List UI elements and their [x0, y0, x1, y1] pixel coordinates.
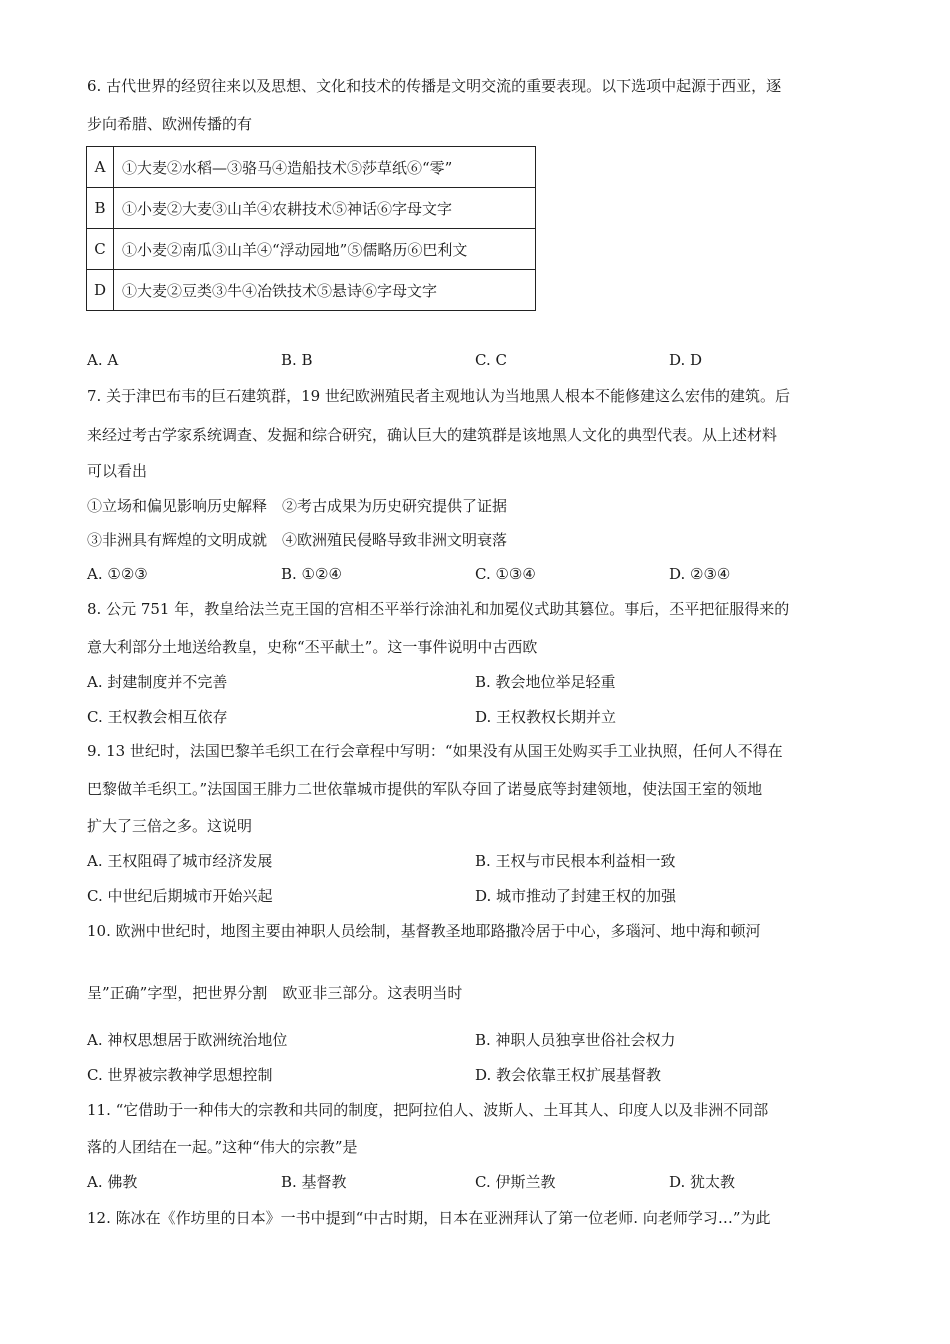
- table-row: [87, 270, 536, 311]
- table-row-label: B: [87, 188, 114, 229]
- q11-option-c[interactable]: C. 伊斯兰教: [475, 1173, 556, 1191]
- q12-stem-line1: 12. 陈冰在《作坊里的日本》一书中提到“中古时期，日本在亚洲拜认了第一位老师. 向老师学习…”为此: [87, 1209, 771, 1227]
- q11-option-a[interactable]: A. 佛教: [87, 1173, 138, 1191]
- table-row-label: C: [87, 229, 114, 270]
- q6-option-c[interactable]: C. C: [475, 351, 507, 369]
- table-row-text: ①小麦②大麦③山羊④农耕技术⑤神话⑥字母文字: [114, 188, 536, 229]
- table-row-label: D: [87, 270, 114, 311]
- q7-stem-line1: 7. 关于津巴布韦的巨石建筑群，19 世纪欧洲殖民者主观地认为当地黑人根本不能修建这么宏伟的建筑。后: [87, 387, 790, 405]
- q9-option-d[interactable]: D. 城市推动了封建王权的加强: [475, 887, 677, 905]
- q9-stem-line2: 巴黎做羊毛织工。”法国国王腓力二世依靠城市提供的军队夺回了诺曼底等封建领地，使法国王室的领地: [87, 780, 763, 798]
- q7-stem-line3: 可以看出: [87, 462, 148, 480]
- q7-stem-line2: 来经过考古学家系统调查、发掘和综合研究，确认巨大的建筑群是该地黑人文化的典型代表。从上述材料: [87, 426, 778, 444]
- table-row-text: ①大麦②水稻—③骆马④造船技术⑤莎草纸⑥“零”: [114, 147, 536, 188]
- q8-option-b[interactable]: B. 教会地位举足轻重: [475, 673, 616, 691]
- table-row: [87, 188, 536, 229]
- q7-option-b[interactable]: B. ①②④: [281, 565, 342, 583]
- q7-statements-2: ③非洲具有辉煌的文明成就 ④欧洲殖民侵略导致非洲文明衰落: [87, 531, 508, 549]
- table-row-text: ①小麦②南瓜③山羊④“浮动园地”⑤儒略历⑥巴利文: [114, 229, 536, 270]
- table-row: [87, 147, 536, 188]
- q9-option-a[interactable]: A. 王权阻碍了城市经济发展: [87, 852, 273, 870]
- q7-option-a[interactable]: A. ①②③: [87, 565, 148, 583]
- table-row: [87, 229, 536, 270]
- table-row-label: A: [87, 147, 114, 188]
- q9-option-c[interactable]: C. 中世纪后期城市开始兴起: [87, 887, 273, 905]
- q8-stem-line2: 意大利部分土地送给教皇，史称“丕平献土”。这一事件说明中古西欧: [87, 638, 538, 656]
- q11-stem-line1: 11. “它借助于一种伟大的宗教和共同的制度，把阿拉伯人、波斯人、土耳其人、印度人以及非洲不同部: [87, 1101, 769, 1119]
- q10-option-b[interactable]: B. 神职人员独享世俗社会权力: [475, 1031, 676, 1049]
- q6-option-a[interactable]: A. A: [87, 351, 119, 369]
- q8-option-a[interactable]: A. 封建制度并不完善: [87, 673, 228, 691]
- q10-stem-line1: 10. 欧洲中世纪时，地图主要由神职人员绘制，基督教圣地耶路撒冷居于中心，多瑙河、地中海和顿河: [87, 922, 761, 940]
- q6-option-table: [86, 146, 536, 311]
- q10-stem-line2: 呈”正确”字型，把世界分割 欧亚非三部分。这表明当时: [87, 984, 463, 1002]
- q9-stem-line3: 扩大了三倍之多。这说明: [87, 817, 253, 835]
- q7-option-d[interactable]: D. ②③④: [669, 565, 731, 583]
- q10-option-c[interactable]: C. 世界被宗教神学思想控制: [87, 1066, 273, 1084]
- q6-stem-line2: 步向希腊、欧洲传播的有: [87, 115, 253, 133]
- q11-option-b[interactable]: B. 基督教: [281, 1173, 347, 1191]
- q9-option-b[interactable]: B. 王权与市民根本利益相一致: [475, 852, 676, 870]
- q6-option-d[interactable]: D. D: [669, 351, 703, 369]
- q8-option-c[interactable]: C. 王权教会相互依存: [87, 708, 228, 726]
- q10-option-a[interactable]: A. 神权思想居于欧洲统治地位: [87, 1031, 288, 1049]
- q9-stem-line1: 9. 13 世纪时，法国巴黎羊毛织工在行会章程中写明：“如果没有从国王处购买手工业执照，任何人不得在: [87, 742, 783, 760]
- q11-option-d[interactable]: D. 犹太教: [669, 1173, 736, 1191]
- q7-statements-1: ①立场和偏见影响历史解释 ②考古成果为历史研究提供了证据: [87, 497, 508, 515]
- q7-option-c[interactable]: C. ①③④: [475, 565, 536, 583]
- table-row-text: ①大麦②豆类③牛④冶铁技术⑤悬诗⑥字母文字: [114, 270, 536, 311]
- q8-option-d[interactable]: D. 王权教权长期并立: [475, 708, 617, 726]
- q6-option-b[interactable]: B. B: [281, 351, 313, 369]
- q8-stem-line1: 8. 公元 751 年，教皇给法兰克王国的宫相丕平举行涂油礼和加冕仪式助其篡位。事后，丕平把征服得来的: [87, 600, 790, 618]
- q11-stem-line2: 落的人团结在一起。”这种“伟大的宗教”是: [87, 1138, 358, 1156]
- q10-option-d[interactable]: D. 教会依靠王权扩展基督教: [475, 1066, 662, 1084]
- q6-stem-line1: 6. 古代世界的经贸往来以及思想、文化和技术的传播是文明交流的重要表现。以下选项中起源于西亚，逐: [87, 77, 782, 95]
